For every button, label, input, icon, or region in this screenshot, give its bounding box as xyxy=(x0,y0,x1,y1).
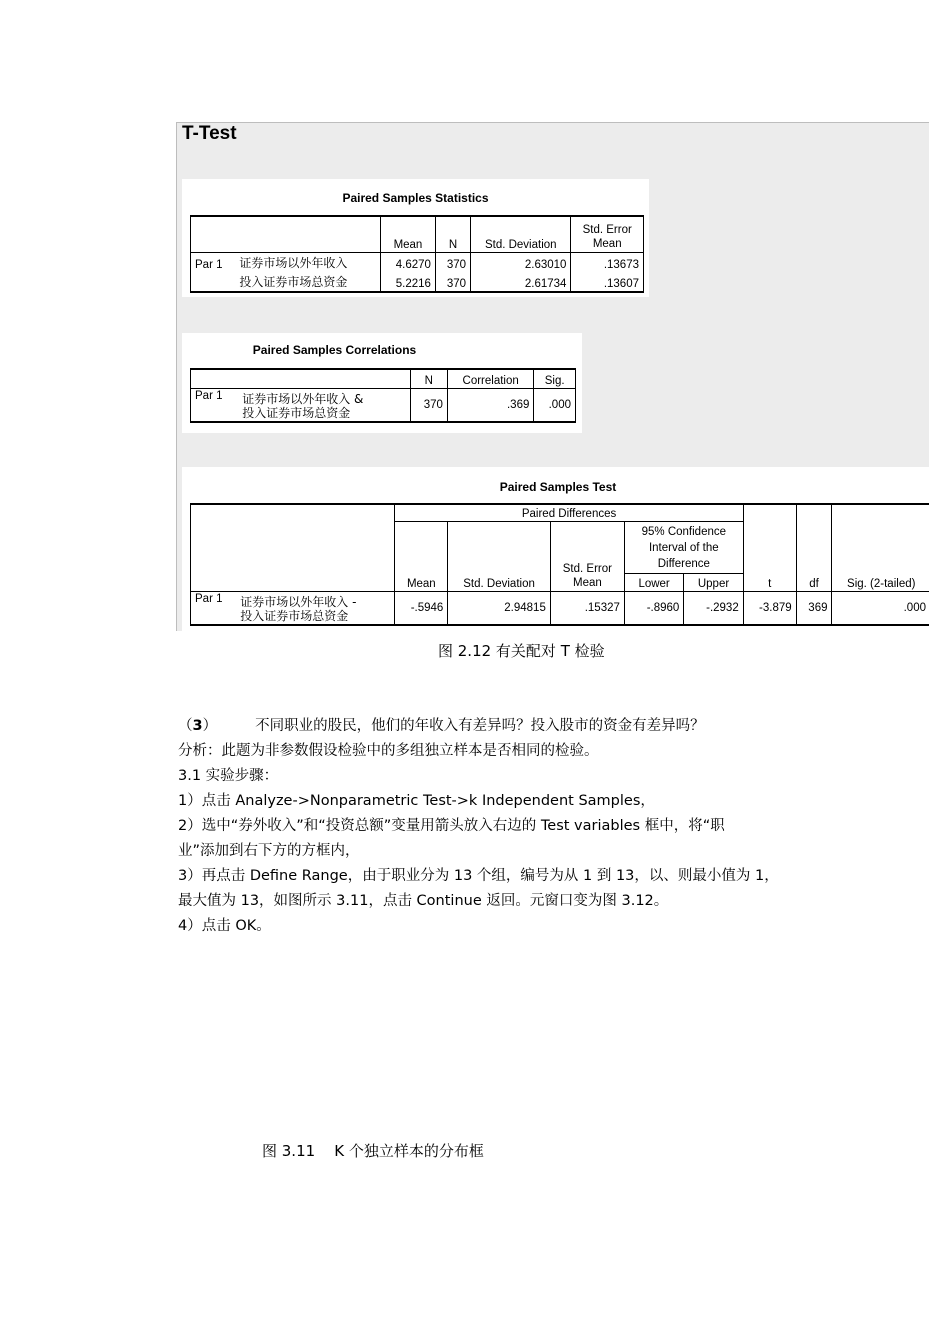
cell-df: 369 xyxy=(796,591,832,625)
figure-caption-3-11: 图 3.11 K 个独立样本的分布框 xyxy=(262,1142,484,1160)
test-header-t: t xyxy=(743,504,796,591)
section-number: 3 xyxy=(192,718,203,734)
test-header-lower: Lower xyxy=(624,573,683,591)
stats-header-se: Std. Error Mean xyxy=(571,216,644,252)
section-question: 不同职业的股民，他们的年收入有差异吗？投入股市的资金有差异吗？ xyxy=(255,718,705,734)
test-header-se: Std. Error Mean xyxy=(550,521,624,591)
cell-se: .13607 xyxy=(571,272,644,292)
variable-label xyxy=(236,591,395,625)
pair-label: Par 1 xyxy=(191,252,236,272)
spss-output-screenshot xyxy=(176,122,929,631)
pair-label: Par 1 xyxy=(191,388,239,422)
variable-label: 投入证券市场总资金 xyxy=(235,272,380,292)
cell-sd: 2.63010 xyxy=(471,252,571,272)
stats-table xyxy=(190,215,644,293)
stats-header-sd: Std. Deviation xyxy=(471,216,571,252)
stats-header-n: N xyxy=(435,216,470,252)
text-line: 2）选中“券外收入”和“投资总额”变量用箭头放入右边的 Test variables 框中，将“职 xyxy=(178,818,725,834)
table-row xyxy=(191,591,930,625)
cell-correlation: .369 xyxy=(447,388,533,422)
test-table xyxy=(190,503,929,626)
test-header-df: df xyxy=(796,504,832,591)
cell-sig: .000 xyxy=(832,591,929,625)
cell-sig: .000 xyxy=(534,388,576,422)
variable-label-line: 投入证券市场总资金 xyxy=(242,406,351,420)
test-header-sig: Sig. (2-tailed) xyxy=(832,504,929,591)
variable-label xyxy=(238,388,410,422)
text-line: 业”添加到右下方的方框内， xyxy=(178,843,360,859)
cell-n: 370 xyxy=(410,388,447,422)
text-line: 分析：此题为非参数假设检验中的多组独立样本是否相同的检验。 xyxy=(178,743,599,759)
text-line: 1）点击 Analyze->Nonparametric Test->k Independent Samples， xyxy=(178,793,655,809)
corr-header-n: N xyxy=(410,369,447,388)
corr-header-correlation: Correlation xyxy=(447,369,533,388)
text-line: 最大值为 13，如图所示 3.11，点击 Continue 返回。元窗口变为图 3.12。 xyxy=(178,893,669,909)
ttest-title: T-Test xyxy=(182,123,237,144)
variable-label-line: 投入证券市场总资金 xyxy=(240,609,349,623)
cell-mean: 5.2216 xyxy=(380,272,435,292)
variable-label-line: 证券市场以外年收入 - xyxy=(240,595,357,609)
ci-header: 95% Confidence Interval of the Difference xyxy=(624,521,743,573)
cell-n: 370 xyxy=(435,252,470,272)
paired-differences-header: Paired Differences xyxy=(395,504,743,521)
corr-caption: Paired Samples Correlations xyxy=(252,343,417,357)
table-row xyxy=(191,272,644,292)
pair-label: Par 1 xyxy=(191,591,237,625)
text-line: 4）点击 OK。 xyxy=(178,918,271,934)
corr-header-sig: Sig. xyxy=(534,369,576,388)
text-line: 3.1 实验步骤： xyxy=(178,768,279,784)
variable-label: 证券市场以外年收入 xyxy=(235,252,380,272)
stats-caption: Paired Samples Statistics xyxy=(342,191,489,205)
test-header-sd: Std. Deviation xyxy=(448,521,551,591)
text-line: 3）再点击 Define Range，由于职业分为 13 个组，编号为从 1 到 13，以、则最小值为 1， xyxy=(178,868,779,884)
cell-upper: -.2932 xyxy=(684,591,743,625)
corr-table xyxy=(190,368,576,423)
cell-n: 370 xyxy=(435,272,470,292)
table-row xyxy=(191,252,644,272)
test-pane xyxy=(182,467,929,631)
test-header-mean: Mean xyxy=(395,521,448,591)
variable-label-line: 证券市场以外年收入 & xyxy=(242,392,364,406)
cell-sd: 2.94815 xyxy=(448,591,551,625)
cell-mean: -.5946 xyxy=(395,591,448,625)
cell-lower: -.8960 xyxy=(624,591,683,625)
cell-se: .15327 xyxy=(550,591,624,625)
stats-header-mean: Mean xyxy=(380,216,435,252)
body-text xyxy=(178,739,818,939)
stats-pane xyxy=(182,179,649,297)
cell-mean: 4.6270 xyxy=(380,252,435,272)
section-heading: （3） 不同职业的股民，他们的年收入有差异吗？投入股市的资金有差异吗？ xyxy=(178,718,705,734)
table-row xyxy=(191,388,576,422)
figure-caption-2-12: 图 2.12 有关配对 T 检验 xyxy=(438,642,605,660)
test-header-upper: Upper xyxy=(684,573,743,591)
cell-t: -3.879 xyxy=(743,591,796,625)
test-caption: Paired Samples Test xyxy=(499,480,617,494)
cell-se: .13673 xyxy=(571,252,644,272)
corr-pane xyxy=(182,333,582,433)
cell-sd: 2.61734 xyxy=(471,272,571,292)
